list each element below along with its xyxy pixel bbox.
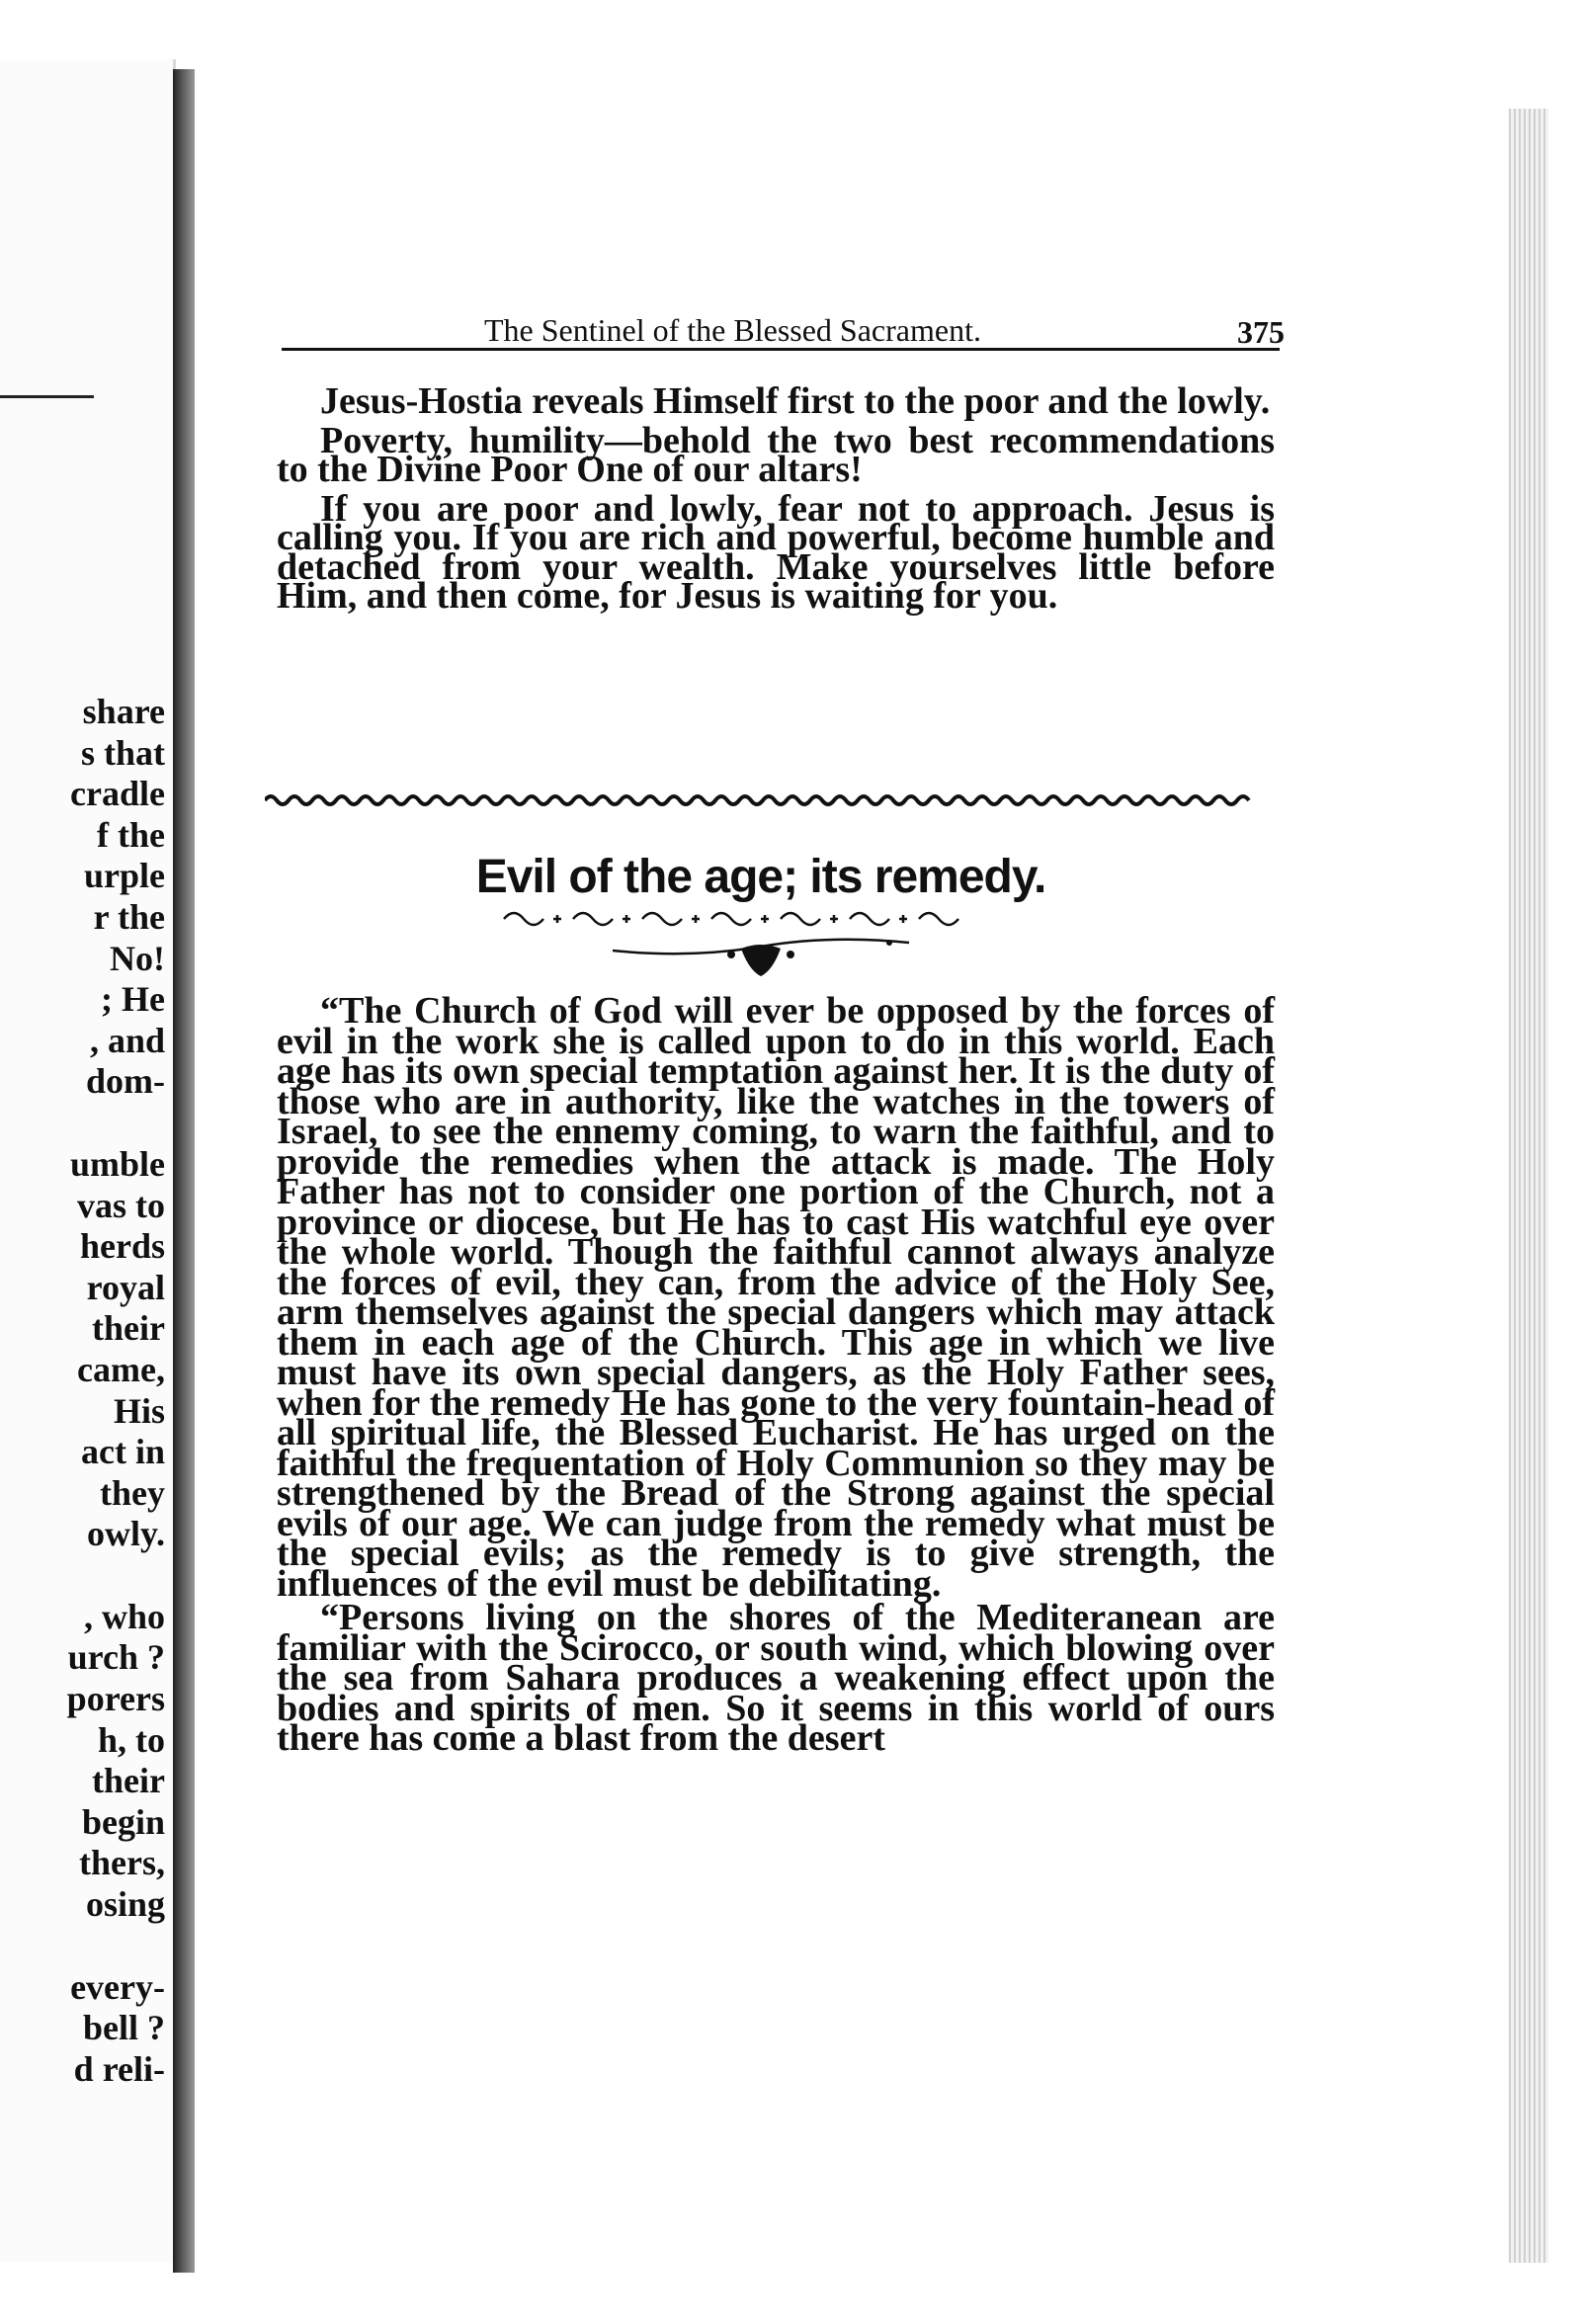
paragraph: Jesus-Hostia reveals Himself first to the poor and the lowly. (320, 380, 1271, 422)
decorative-flourish-icon (494, 899, 1028, 988)
body-text-block (277, 990, 1275, 1759)
facing-line: their (92, 1308, 165, 1349)
paragraph: Poverty, humility—behold the two best recommendations to the Divine Poor One of our altars! (277, 419, 1275, 490)
facing-line: came, (77, 1349, 165, 1389)
facing-line: porers (66, 1679, 165, 1719)
facing-page-fragment (0, 59, 176, 2263)
facing-line: their (92, 1761, 165, 1801)
facing-line: osing (85, 1884, 165, 1925)
facing-line: herds (79, 1226, 165, 1267)
facing-line: bell ? (82, 2008, 165, 2048)
facing-line: urple (83, 856, 165, 896)
top-text-block (277, 380, 1275, 617)
facing-line: His (113, 1390, 165, 1431)
facing-line: vas to (77, 1185, 165, 1225)
facing-line: they (100, 1472, 165, 1513)
facing-line: f the (97, 814, 165, 855)
facing-line: owly. (86, 1514, 165, 1554)
facing-line: thers, (79, 1843, 165, 1883)
section-heading: Evil of the age; its remedy. (475, 851, 1046, 903)
facing-line: umble (69, 1143, 165, 1184)
running-head-rule (282, 348, 1280, 351)
paragraph: “The Church of God will ever be opposed by the forces of evil in the work she is called upon to do in this world. Each age has its own special temptation against her. It is the duty of those who are in authority, like the watches in the towers of Israel, to see the ennemy coming, to warn the faithful, and to provide the remedies when the attack is made. The Holy Father has not to consider one portion of the Church, not a province or diocese, but He has to cast His watchful eye over the whole world. Though the faithful cannot always analyze the forces of evil, they can, from the advice of the Holy See, arm themselves against the special dangers which may attack them in each age of the Church. This age in which we live must have its own special dangers, as the Holy Father sees, when for the remedy He has gone to the very fountain-head of all spiritual life, the Blessed Eucharist. He has urged on the faithful the frequentation of Holy Communion so they may be strengthened by the Bread of the Strong against the special evils of our age. We can judge from the remedy what must be the special evils; as the remedy is to give strength, the influences of the evil must be debilitating. (277, 990, 1275, 1605)
facing-line: cradle (70, 774, 165, 814)
facing-line: ; He (101, 979, 165, 1020)
facing-line: share (82, 692, 165, 731)
facing-line: royal (86, 1267, 165, 1307)
facing-line: , and (89, 1020, 165, 1060)
running-head-title: The Sentinel of the Blessed Sacrament. (484, 312, 981, 348)
facing-line: act in (81, 1432, 165, 1472)
page-edge-stack (1509, 109, 1548, 2263)
facing-line: dom- (86, 1061, 165, 1102)
facing-line: r the (93, 896, 165, 937)
facing-line: , who (83, 1596, 165, 1636)
facing-line: No! (110, 938, 165, 978)
facing-line: every- (70, 1966, 165, 2007)
paragraph: “Persons living on the shores of the Mediteranean are familiar with the Scirocco, or south wind, which blowing over the sea from Sahara produces a weakening effect upon the bodies and spirits of men. So it seems in this world of ours there has come a blast from the desert (277, 1597, 1275, 1759)
page-number: 375 (1237, 314, 1285, 350)
wavy-rule-separator (265, 786, 1253, 815)
facing-line: urch ? (67, 1637, 165, 1678)
facing-line: h, to (97, 1719, 165, 1760)
running-head (287, 312, 1285, 362)
facing-page-rule (0, 395, 94, 398)
facing-line: begin (81, 1801, 165, 1842)
paragraph: If you are poor and lowly, fear not to approach. Jesus is calling you. If you are rich and powerful, become humble and detached from your wealth. Make yourselves little before Him, and then come, for Jesus is waiting for you. (277, 487, 1275, 617)
book-binding (173, 69, 195, 2273)
facing-line: s that (80, 732, 165, 773)
facing-line: d reli- (73, 2048, 165, 2089)
facing-page-text (67, 692, 165, 2090)
